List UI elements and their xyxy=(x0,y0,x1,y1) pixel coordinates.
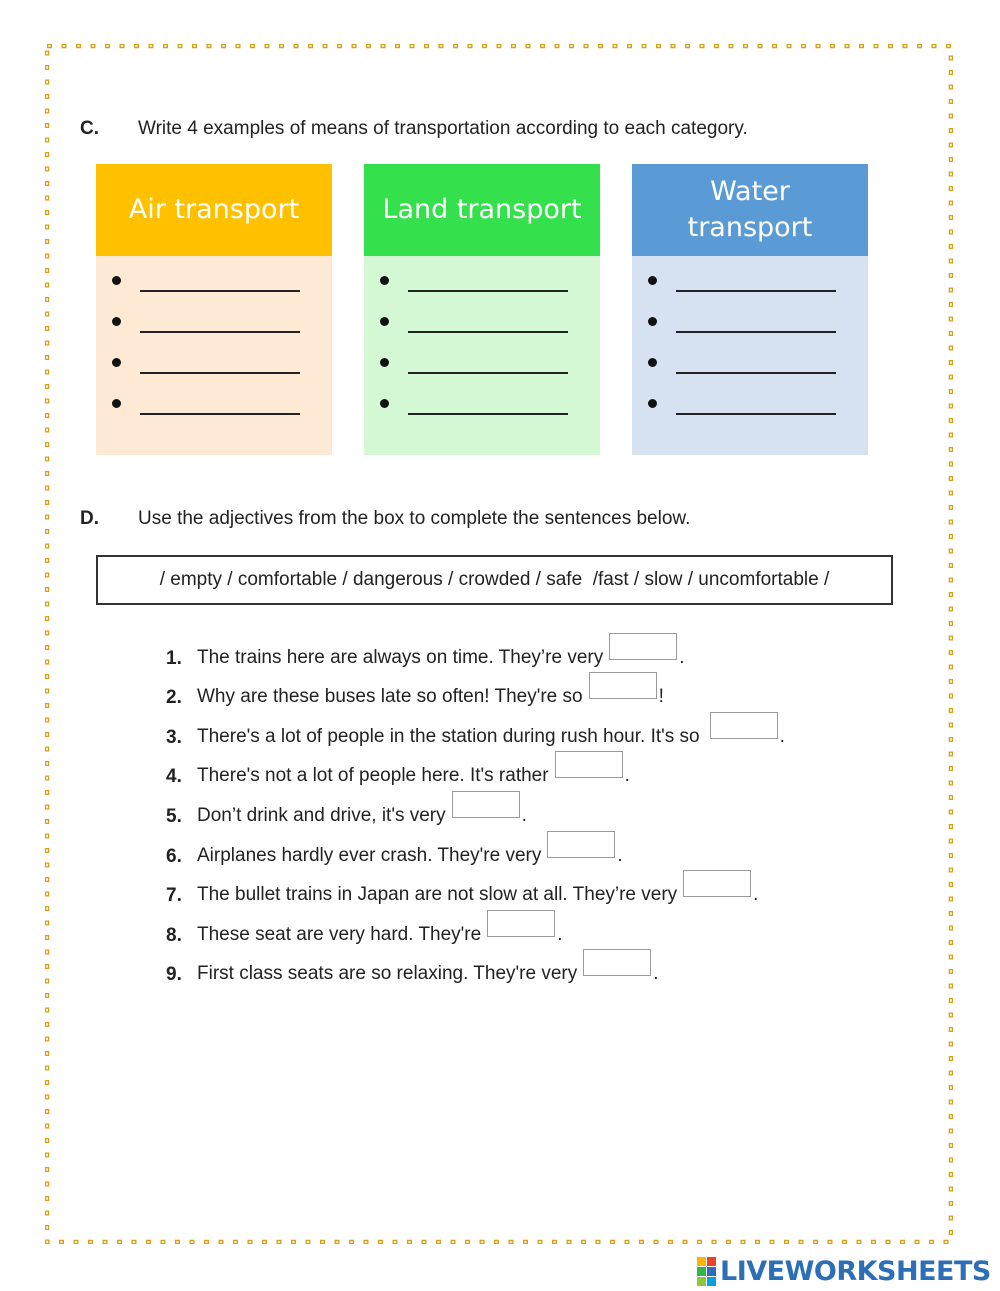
category-title-air: Air transport xyxy=(96,164,332,256)
sentence-text: The trains here are always on time. They’re very xyxy=(197,646,604,668)
sentence-punctuation: . xyxy=(521,804,527,826)
list-item[interactable] xyxy=(364,311,600,352)
bullet-icon xyxy=(380,399,389,408)
bullet-icon xyxy=(112,276,121,285)
sentence-item xyxy=(166,947,785,987)
logo-blocks-icon xyxy=(697,1257,716,1286)
sentence-punctuation: . xyxy=(653,963,659,985)
section-d-letter: D. xyxy=(80,508,99,529)
sentence-punctuation: . xyxy=(679,646,685,668)
sentence-number: 9. xyxy=(166,964,182,986)
answer-line[interactable] xyxy=(408,331,568,333)
answer-line[interactable] xyxy=(140,413,300,415)
sentence-item xyxy=(166,788,785,828)
answer-input-box[interactable] xyxy=(452,791,520,818)
category-card-air xyxy=(96,164,332,455)
sentence-number: 5. xyxy=(166,805,182,827)
answer-line[interactable] xyxy=(676,413,836,415)
list-item[interactable] xyxy=(632,311,868,352)
answer-line[interactable] xyxy=(676,331,836,333)
bullet-icon xyxy=(112,358,121,367)
list-item[interactable] xyxy=(96,311,332,352)
category-card-water xyxy=(632,164,868,455)
sentence-number: 2. xyxy=(166,687,182,709)
sentence-punctuation: . xyxy=(779,725,785,747)
sentence-text: There's a lot of people in the station during rush hour. It's so xyxy=(197,725,700,747)
sentence-item xyxy=(166,868,785,908)
sentence-number: 7. xyxy=(166,885,182,907)
list-item[interactable] xyxy=(632,270,868,311)
sentence-text: Don’t drink and drive, it's very xyxy=(197,804,446,826)
list-item[interactable] xyxy=(364,270,600,311)
section-c-letter: C. xyxy=(80,118,99,139)
sentence-punctuation: ! xyxy=(658,686,664,708)
list-item[interactable] xyxy=(96,393,332,434)
bullet-icon xyxy=(648,276,657,285)
category-list-land xyxy=(364,256,600,455)
answer-input-box[interactable] xyxy=(583,949,651,976)
sentence-punctuation: . xyxy=(617,844,623,866)
category-list-water xyxy=(632,256,868,455)
sentence-list xyxy=(166,630,785,986)
sentence-text: The bullet trains in Japan are not slow at all. They’re very xyxy=(197,884,678,906)
category-card-land xyxy=(364,164,600,455)
bullet-icon xyxy=(380,317,389,326)
category-title-land: Land transport xyxy=(364,164,600,256)
bullet-icon xyxy=(648,399,657,408)
list-item[interactable] xyxy=(96,270,332,311)
answer-line[interactable] xyxy=(140,372,300,374)
logo-wordmark: LIVEWORKSHEETS xyxy=(720,1255,991,1287)
answer-input-box[interactable] xyxy=(547,831,615,858)
sentence-item xyxy=(166,709,785,749)
list-item[interactable] xyxy=(364,352,600,393)
answer-input-box[interactable] xyxy=(683,870,751,897)
answer-line[interactable] xyxy=(676,372,836,374)
category-list-air xyxy=(96,256,332,455)
bullet-icon xyxy=(648,358,657,367)
answer-line[interactable] xyxy=(408,372,568,374)
answer-line[interactable] xyxy=(408,413,568,415)
sentence-number: 3. xyxy=(166,726,182,748)
list-item[interactable] xyxy=(364,393,600,434)
sentence-punctuation: . xyxy=(624,765,630,787)
adjective-word-box: / empty / comfortable / dangerous / crowded / safe /fast / slow / uncomfortable / xyxy=(96,555,893,605)
bullet-icon xyxy=(380,358,389,367)
answer-input-box[interactable] xyxy=(487,910,555,937)
sentence-punctuation: . xyxy=(753,884,759,906)
list-item[interactable] xyxy=(96,352,332,393)
answer-line[interactable] xyxy=(140,331,300,333)
answer-line[interactable] xyxy=(408,290,568,292)
bullet-icon xyxy=(380,276,389,285)
sentence-item xyxy=(166,907,785,947)
section-c-instruction: Write 4 examples of means of transportation according to each category. xyxy=(138,118,748,139)
section-d-instruction: Use the adjectives from the box to complete the sentences below. xyxy=(138,508,691,529)
sentence-number: 4. xyxy=(166,766,182,788)
sentence-text: First class seats are so relaxing. They're very xyxy=(197,963,578,985)
bullet-icon xyxy=(648,317,657,326)
list-item[interactable] xyxy=(632,393,868,434)
section-c-heading xyxy=(80,118,748,140)
sentence-text: Why are these buses late so often! They're so xyxy=(197,686,583,708)
sentence-number: 6. xyxy=(166,845,182,867)
sentence-item xyxy=(166,828,785,868)
answer-input-box[interactable] xyxy=(555,751,623,778)
sentence-punctuation: . xyxy=(557,923,563,945)
sentence-text: Airplanes hardly ever crash. They're very xyxy=(197,844,542,866)
sentence-number: 8. xyxy=(166,924,182,946)
bullet-icon xyxy=(112,399,121,408)
answer-input-box[interactable] xyxy=(589,672,657,699)
sentence-text: These seat are very hard. They're xyxy=(197,923,482,945)
category-title-water: Water transport xyxy=(632,164,868,256)
sentence-item xyxy=(166,630,785,670)
section-d-heading xyxy=(80,508,690,530)
liveworksheets-logo xyxy=(697,1255,991,1287)
answer-input-box[interactable] xyxy=(609,633,677,660)
answer-input-box[interactable] xyxy=(710,712,778,739)
answer-line[interactable] xyxy=(676,290,836,292)
answer-line[interactable] xyxy=(140,290,300,292)
sentence-text: There's not a lot of people here. It's rather xyxy=(197,765,549,787)
sentence-item xyxy=(166,749,785,789)
sentence-number: 1. xyxy=(166,647,182,669)
list-item[interactable] xyxy=(632,352,868,393)
sentence-item xyxy=(166,670,785,710)
bullet-icon xyxy=(112,317,121,326)
